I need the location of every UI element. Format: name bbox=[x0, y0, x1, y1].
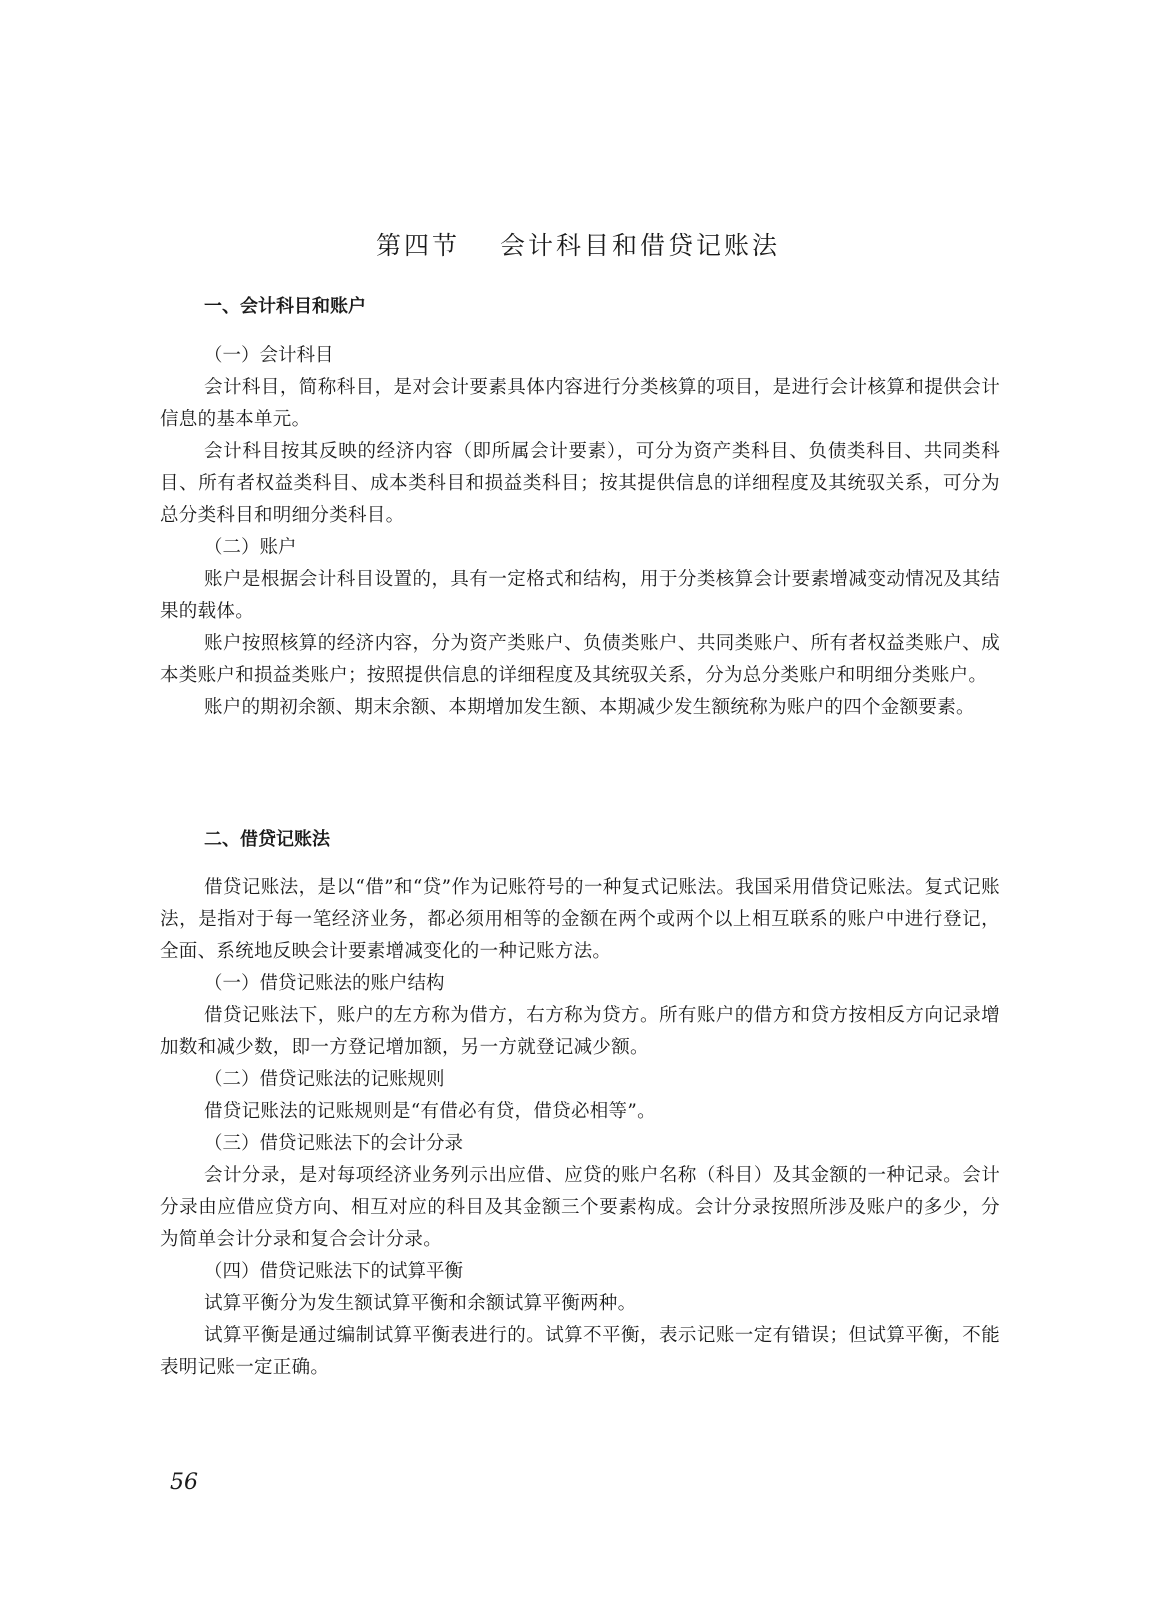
subheading-account-structure: （一）借贷记账法的账户结构 bbox=[204, 973, 445, 994]
subheading-accounting-subjects: （一）会计科目 bbox=[204, 345, 334, 366]
subheading-journal-entries: （三）借贷记账法下的会计分录 bbox=[204, 1133, 464, 1154]
section-number: 第四节 bbox=[375, 231, 460, 260]
subheading-trial-balance: （四）借贷记账法下的试算平衡 bbox=[204, 1261, 464, 1282]
subheading-accounts: （二）账户 bbox=[204, 537, 297, 558]
paragraph: 借贷记账法，是以“借”和“贷”作为记账符号的一种复式记账法。我国采用借贷记账法。复式记账法，是指对于每一笔经济业务，都必须用相等的金额在两个或两个以上相互联系的账户中进行登记，全面、系统地反映会计要素增减变化的一种记账方法。 bbox=[160, 877, 1000, 962]
paragraph: 账户的期初余额、期末余额、本期增加发生额、本期减少发生额统称为账户的四个金额要素。 bbox=[204, 697, 975, 718]
paragraph: 会计科目，简称科目，是对会计要素具体内容进行分类核算的项目，是进行会计核算和提供会计信息的基本单元。 bbox=[160, 377, 1000, 430]
heading-debit-credit: 二、借贷记账法 bbox=[204, 829, 330, 850]
paragraph: 账户是根据会计科目设置的，具有一定格式和结构，用于分类核算会计要素增减变动情况及其结果的载体。 bbox=[160, 569, 1000, 622]
section-name: 会计科目和借贷记账法 bbox=[500, 231, 781, 260]
debit-credit-section bbox=[160, 872, 1000, 1384]
paragraph: 会计科目按其反映的经济内容（即所属会计要素），可分为资产类科目、负债类科目、共同类科目、所有者权益类科目、成本类科目和损益类科目；按其提供信息的详细程度及其统驭关系，可分为总分类科目和明细分类科目。 bbox=[160, 441, 1000, 526]
page-number: 56 bbox=[170, 1470, 198, 1495]
paragraph: 试算平衡是通过编制试算平衡表进行的。试算不平衡，表示记账一定有错误；但试算平衡，不能表明记账一定正确。 bbox=[160, 1325, 1000, 1378]
subheading-recording-rules: （二）借贷记账法的记账规则 bbox=[204, 1069, 445, 1090]
section-title bbox=[0, 226, 1156, 262]
paragraph: 账户按照核算的经济内容，分为资产类账户、负债类账户、共同类账户、所有者权益类账户、成本类账户和损益类账户；按照提供信息的详细程度及其统驭关系，分为总分类账户和明细分类账户。 bbox=[160, 633, 1000, 686]
paragraph: 会计分录，是对每项经济业务列示出应借、应贷的账户名称（科目）及其金额的一种记录。会计分录由应借应贷方向、相互对应的科目及其金额三个要素构成。会计分录按照所涉及账户的多少，分为简单会计分录和复合会计分录。 bbox=[160, 1165, 1000, 1250]
paragraph: 试算平衡分为发生额试算平衡和余额试算平衡两种。 bbox=[204, 1293, 637, 1314]
paragraph: 借贷记账法下，账户的左方称为借方，右方称为贷方。所有账户的借方和贷方按相反方向记录增加数和减少数，即一方登记增加额，另一方就登记减少额。 bbox=[160, 1005, 1000, 1058]
accounts-section bbox=[160, 340, 1000, 724]
heading-accounts: 一、会计科目和账户 bbox=[204, 296, 366, 317]
paragraph: 借贷记账法的记账规则是“有借必有贷，借贷必相等”。 bbox=[204, 1101, 656, 1122]
